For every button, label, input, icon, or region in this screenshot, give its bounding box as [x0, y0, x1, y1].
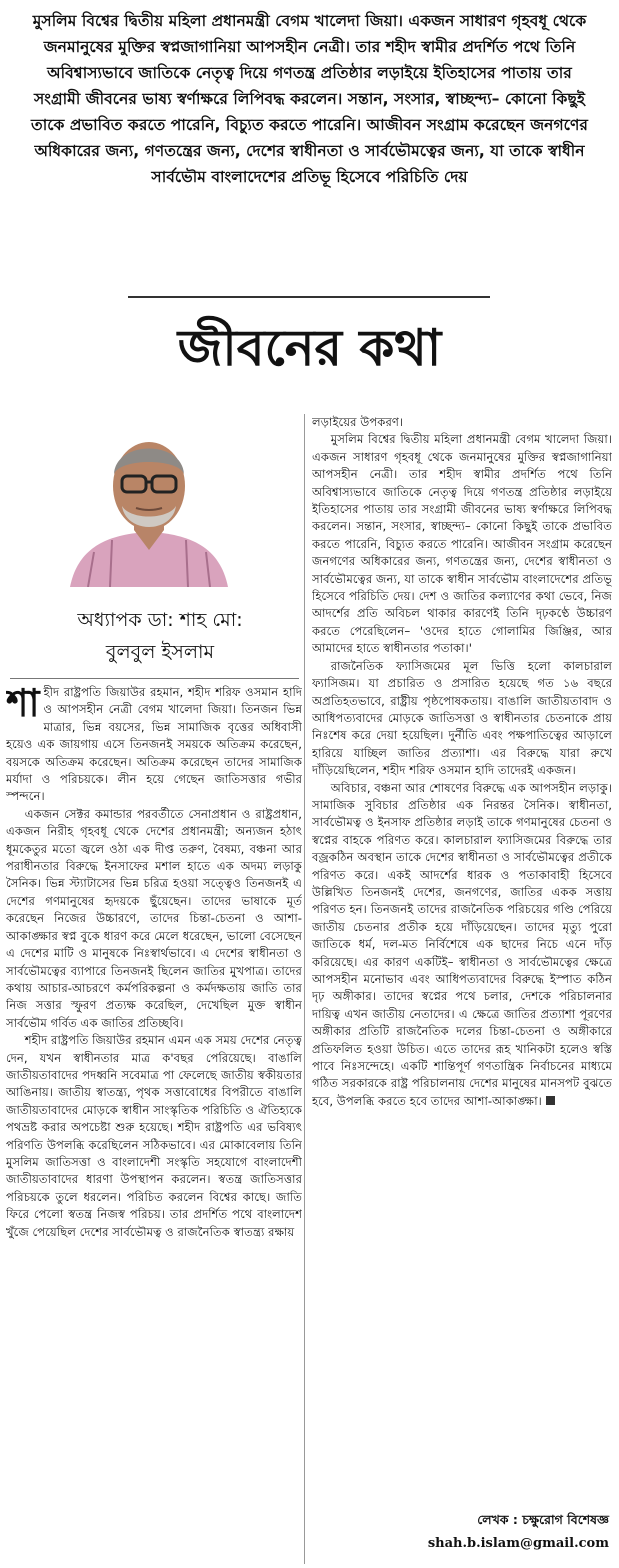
author-byline: লেখক : চক্ষুরোগ বিশেষজ্ঞ	[477, 1512, 609, 1527]
author-photo	[60, 412, 238, 587]
article-paragraph: শহীদ রাষ্ট্রপতি জিয়াউর রহমান এমন এক সময় দেশের নেতৃত্ব দেন, যখন স্বাধীনতার মাত্র ক'বছর পেরিয়েছে। বাঙালি জাতীয়তাবাদের পদধ্বনি সবেমাত্র পা ফেলেছে জাতীয় স্বকীয়তার আঙিনায়। জাতীয় স্বাতন্ত্র্য, পৃথক সত্তাবোধের বিপরীতে বাঙালি জাতীয়তাবাদের মোড়কে স্বাধীন সাংস্কৃতিক পরিচিতি ও ঐতিহ্যকে পথভ্রষ্ট করার অপচেষ্টা শুরু হয়েছে। শহীদ রাষ্ট্রপতি এর ভবিষ্যৎ পরিণতি উপলব্ধি করেছিলেন সঠিকভাবে। এর মোকাবেলায় তিনি মুসলিম জাতিসত্তা ও বাংলাদেশী সংস্কৃতি সহযোগে বাংলাদেশী জাতীয়তাবাদের ধারণা উপস্থাপন করলেন। স্বতন্ত্র জাতিসত্তার পরিচয়কে তুলে ধরলেন। পরিচিত করলেন বিশ্বের কাছে। জাতি ফিরে পেলো স্বতন্ত্র নিজস্ব পরিচয়। তার প্রদর্শিত পথে বাংলাদেশ খুঁজে পেয়েছিল দেশের সার্বভৌমত্ব ও রাজনৈতিক স্বাতন্ত্র্য রক্ষায়	[6, 1033, 302, 1239]
article-paragraph: লড়াইয়ের উপকরণ।	[312, 415, 404, 429]
paragraph-text: অবিচার, বঞ্চনা আর শোষণের বিরুদ্ধে এক আপসহীন লড়াকু। সামাজিক সুবিচার প্রতিষ্ঠার এক নিরন্তর সৈনিক। স্বাধীনতা, সার্বভৌমত্ব ও ইনসাফ প্রতিষ্ঠার লড়াই তাকে গণমানুষের চেতনা ও স্বপ্নের বাহকে পরিণত করে। কালচারাল ফ্যাসিজমের বিরুদ্ধে তার বজ্রকঠিন অবস্থান তাকে দেশের স্বাধীনতা ও সার্বভৌমত্বের প্রতীকে পরিণত করে। একই আদর্শের ধারক ও পতাকাবাহী হিসেবে উল্লিখিত তিনজনই দেশের, জনগণের, জাতির একক সত্তায় পরিণত হন। তিনজনই তাদের রাজনৈতিক পরিচয়ের গণ্ডি পেরিয়ে জাতীয় চেতনার প্রতীক হয়ে দাঁড়িয়েছেন। তাদের মৃত্যু পুরো জাতিকে ধর্ম, দল-মত নির্বিশেষে এক ছাদের নিচে এনে দাঁড় করিয়েছে। এর কারণ একটিই– স্বাধীনতা ও সার্বভৌমত্বের ক্ষেত্রে আপসহীন মনোভাব এবং আধিপত্যবাদের বিরুদ্ধে ইস্পাত কঠিন দৃঢ় অঙ্গীকার। তাদের স্বপ্নের পথে চলার, দেশকে পরিচালনার দায়িত্ব এখন জাতীয় নেতাদের। এ ক্ষেত্রে জাতির প্রত্যাশা পূরণের অঙ্গীকার প্রতিটি রাজনৈতিক দলের চিন্তা-চেতনা ও অঙ্গীকারে প্রতিফলিত হওয়া উচিত। এতে তাদের রূহ খানিকটা হলেও স্বস্তি পাবে নিঃসন্দেহে। একটি শান্তিপূর্ণ গণতান্ত্রিক নির্বাচনের মাধ্যমে গঠিত সরকারকে রাষ্ট্র পরিচালনায় দেশের মানুষের মানসপট বুঝতে হবে, উপলব্ধি করতে হবে তাদের আশা-আকাঙ্ক্ষা।	[312, 780, 612, 1108]
author-divider	[10, 678, 299, 679]
intro-divider	[128, 296, 490, 298]
author-name-line2: বুলবুল ইসলাম	[105, 641, 215, 663]
author-name	[10, 604, 310, 668]
author-footer	[428, 1508, 609, 1556]
article-paragraph: মুসলিম বিশ্বের দ্বিতীয় মহিলা প্রধানমন্ত্রী বেগম খালেদা জিয়া। একজন সাধারণ গৃহবধূ থেকে জনমানুষের মুক্তির স্বপ্নজাগানিয়া আপসহীন নেত্রী। তার শহীদ স্বামীর প্রদর্শিত পথে তিনি অবিশ্বাস্যভাবে জাতিকে নেতৃত্ব দিয়ে গণতন্ত্র প্রতিষ্ঠার লড়াইয়ে ইতিহাসের পাতায় তার সংগ্রামী জীবনের ভাষ্য স্বর্ণাক্ষরে লিপিবদ্ধ করলেন। সন্তান, সংসার, স্বাচ্ছন্দ্য– কোনো কিছুই তাকে প্রভাবিত করতে পারেনি, বিচ্যুত করতে পারেনি। আজীবন সংগ্রাম করেছেন জনগণের অধিকারের জন্য, গণতন্ত্রের জন্য, দেশের স্বাধীনতা ও সার্বভৌমত্বের জন্য, যা তাকে স্বাধীন সার্বভৌম বাংলাদেশের প্রতিভূ হিসেবে পরিচিতি দেয়। দেশ ও জাতির কল্যাণের কথা ভেবে, নিজ আদর্শের প্রতি অবিচল থাকার কারণেই তিনি দৃঢ়কণ্ঠে উচ্চারণ করতে পেরেছিলেন– 'ওদের হাতে গোলামির জিঞ্জির, আর আমাদের হাতে স্বাধীনতার পতাকা।'	[312, 432, 612, 656]
article-paragraph	[6, 684, 302, 806]
article-paragraph: একজন সেক্টর কমান্ডার পরবর্তীতে সেনাপ্রধান ও রাষ্ট্রপ্রধান, একজন নিরীহ গৃহবধূ থেকে দেশের প্রধানমন্ত্রী; অন্যজন হঠাৎ ধূমকেতুর মতো জ্বলে ওঠা এক দীপ্ত তরুণ, বৈষম্য, বঞ্চনা আর পরাধীনতার বিরুদ্ধে ইনসাফের মশাল হাতে এক অদম্য লড়াকু সৈনিক। ভিন্ন স্ট্যাটাসের ভিন্ন চরিত্র হওয়া সত্ত্বেও তিনজনই এ দেশের গণমানুষের হৃদয়কে ছুঁয়েছেন। তাদের ভাষাকে মূর্ত করেছেন নিজের উচ্চারণে, তাদের চিন্তা-চেতনা ও আশা-আকাঙ্ক্ষার স্বপ্ন বুকে ধারণ করে মেলে ধরেছেন, ভালো বেসেছেন এ দেশের মাটি ও মানুষকে নিঃস্বার্থভাবে। এ দেশের স্বাধীনতা ও সার্বভৌমত্বের ব্যাপারে তিনজনই ছিলেন জাতির মুখপাত্র। তাদের কথায় আচার-আচরণে কর্মপরিকল্পনা ও কর্মদক্ষতায় জাতি তার নিজ সত্তার স্ফুরণ প্রত্যক্ষ করেছিল, দেখেছিল মুক্ত স্বাধীন সার্বভৌম গর্বিত এক জাতির প্রতিচ্ছবি।	[6, 806, 302, 1030]
author-portrait-image	[60, 412, 238, 587]
square-end-mark-icon	[546, 1096, 555, 1105]
drop-cap: শা	[6, 684, 40, 725]
author-name-line1: অধ্যাপক ডা: শাহ মো:	[77, 609, 243, 631]
author-email[interactable]: shah.b.islam@gmail.com	[427, 1536, 609, 1551]
article-paragraph	[312, 780, 612, 1111]
article-column-right	[312, 414, 612, 1508]
column-divider	[304, 414, 305, 1564]
paragraph-text: হীদ রাষ্ট্রপতি জিয়াউর রহমান, শহীদ শরিফ ওসমান হাদি ও আপসহীন নেত্রী বেগম খালেদা জিয়া। তিনজন ভিন্ন মাত্রার, ভিন্ন বয়সের, ভিন্ন সামাজিক বৃত্তের অধিবাসী হয়েও এক জায়গায় এসে তিনজনই সময়কে অতিক্রম করেছেন, বয়সকে অতিক্রম করেছেন। অতিক্রম করেছেন তাদের সামাজিক মর্যাদা ও পরিচয়কে। লীন হয়ে গেছেন জাতিসত্তার গভীর স্পন্দনে।	[6, 685, 302, 804]
intro-summary: মুসলিম বিশ্বের দ্বিতীয় মহিলা প্রধানমন্ত্রী বেগম খালেদা জিয়া। একজন সাধারণ গৃহবধূ থেকে জনমানুষের মুক্তির স্বপ্নজাগানিয়া আপসহীন নেত্রী। তার শহীদ স্বামীর প্রদর্শিত পথে তিনি অবিশ্বাস্যভাবে জাতিকে নেতৃত্ব দিয়ে গণতন্ত্র প্রতিষ্ঠার লড়াইয়ে ইতিহাসের পাতায় তার সংগ্রামী জীবনের ভাষ্য স্বর্ণাক্ষরে লিপিবদ্ধ করলেন। সন্তান, সংসার, স্বাচ্ছন্দ্য– কোনো কিছুই তাকে প্রভাবিত করতে পারেনি, বিচ্যুত করতে পারেনি। আজীবন সংগ্রাম করেছেন জনগণের অধিকারের জন্য, গণতন্ত্রের জন্য, দেশের স্বাধীনতা ও সার্বভৌমত্বের জন্য, যা তাকে স্বাধীন সার্বভৌম বাংলাদেশের প্রতিভূ হিসেবে পরিচিতি দেয়	[31, 12, 588, 186]
article-paragraph: রাজনৈতিক ফ্যাসিজমের মূল ভিত্তি হলো কালচারাল ফ্যাসিজম। যা প্রচারিত ও প্রসারিত হয়েছে গত ১৬ বছরে অপ্রতিহতভাবে, রাষ্ট্রীয় পৃষ্ঠপোষকতায়। বাঙালি জাতীয়তাবাদ ও আধিপত্যবাদের মোড়কে জাতিসত্তা ও স্বাধীনতার চেতনাকে প্রায় নিঃশেষ করে দেয়া হয়েছিল। দুর্নীতি এবং পক্ষপাতিত্বের আড়ালে হারিয়ে যাচ্ছিল জাতির প্রত্যাশা। এর বিরুদ্ধে যারা রুখে দাঁড়িয়েছিলেন, শহীদ শরিফ ওসমান হাদি তাদেরই একজন।	[312, 658, 612, 778]
article-column-left	[6, 684, 302, 1562]
article-title: জীবনের কথা	[177, 318, 442, 377]
